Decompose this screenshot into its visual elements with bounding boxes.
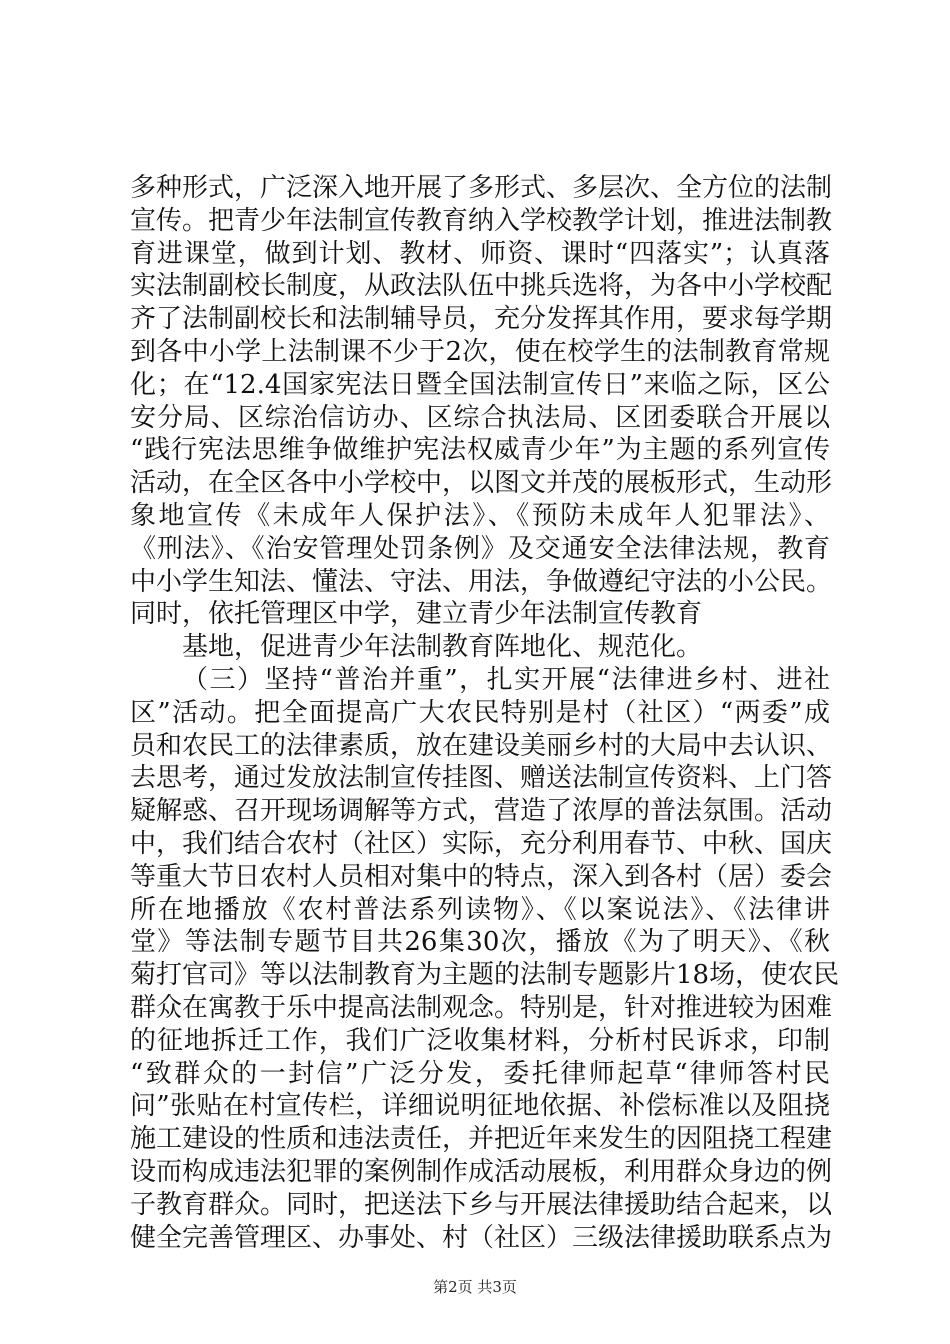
text-line: 菊打官司》等以法制教育为主题的法制专题影片18场，使农民: [130, 960, 840, 991]
text-line: 群众在寓教于乐中提高法制观念。特别是，针对推进较为困难: [130, 992, 833, 1023]
text-line: 所在地播放《农村普法系列读物》、《以案说法》、《法律讲: [130, 894, 830, 925]
body-text: [130, 172, 840, 1254]
text-line: 区”活动。把全面提高广大农民特别是村（社区）“两委”成: [130, 697, 830, 728]
text-line: 中小学生知法、懂法、守法、用法，争做遵纪守法的小公民。: [130, 566, 833, 597]
text-line: 问”张贴在村宣传栏，详细说明征地依据、补偿标准以及阻挠: [130, 1091, 830, 1122]
page-number-footer: 第2页 共3页: [433, 1278, 517, 1296]
text-line: 化；在“12.4国家宪法日暨全国法制宣传日”来临之际，区公: [130, 369, 830, 400]
text-line: 健全完善管理区、办事处、村（社区）三级法律援助联系点为: [130, 1222, 833, 1253]
text-line: 的征地拆迁工作，我们广泛收集材料，分析村民诉求，印制: [130, 1025, 830, 1056]
text-line: 育进课堂，做到计划、教材、师资、课时“四落实”；认真落: [130, 238, 830, 269]
text-line: 设而构成违法犯罪的案例制作成活动展板，利用群众身边的例: [130, 1156, 833, 1187]
text-line: 施工建设的性质和违法责任，并把近年来发生的因阻挠工程建: [130, 1124, 833, 1155]
text-line: 活动，在全区各中小学校中，以图文并茂的展板形式，生动形: [130, 468, 833, 499]
text-line: 去思考，通过发放法制宣传挂图、赠送法制宣传资料、上门答: [130, 763, 833, 794]
paragraph-start-line: （三）坚持“普治并重”，扎实开展“法律进乡村、进社: [182, 664, 830, 695]
text-line: 宣传。把青少年法制宣传教育纳入学校教学计划，推进法制教: [130, 205, 833, 236]
text-line: 堂》等法制专题节目共26集30次，播放《为了明天》、《秋: [130, 927, 830, 958]
text-line: 子教育群众。同时，把送法下乡与开展法律援助结合起来，以: [130, 1189, 833, 1220]
text-line: 基地，促进青少年法制教育阵地化、规范化。: [182, 632, 703, 663]
text-line: 到各中小学上法制课不少于2次，使在校学生的法制教育常规: [130, 336, 830, 367]
text-line: 安分局、区综治信访办、区综合执法局、区团委联合开展以: [130, 402, 830, 433]
text-line: 实法制副校长制度，从政法队伍中挑兵选将，为各中小学校配: [130, 271, 833, 302]
text-line: 齐了法制副校长和法制辅导员，充分发挥其作用，要求每学期: [130, 304, 833, 335]
text-line: “践行宪法思维争做维护宪法权威青少年”为主题的系列宣传: [130, 435, 830, 466]
text-line: 疑解惑、召开现场调解等方式，营造了浓厚的普法氛围。活动: [130, 796, 833, 827]
text-line: 中，我们结合农村（社区）实际，充分利用春节、中秋、国庆: [130, 828, 833, 859]
text-line: 象地宣传《未成年人保护法》、《预防未成年人犯罪法》、: [130, 500, 830, 531]
text-line: 员和农民工的法律素质，放在建设美丽乡村的大局中去认识、: [130, 730, 833, 761]
text-line: “致群众的一封信”广泛分发，委托律师起草“律师答村民: [130, 1058, 830, 1089]
text-line: 同时，依托管理区中学，建立青少年法制宣传教育: [130, 599, 703, 630]
text-line: 等重大节日农村人员相对集中的特点，深入到各村（居）委会: [130, 861, 833, 892]
text-line: 多种形式，广泛深入地开展了多形式、多层次、全方位的法制: [130, 173, 833, 203]
text-line: 《刑法》、《治安管理处罚条例》及交通安全法律法规，教育: [130, 533, 830, 564]
